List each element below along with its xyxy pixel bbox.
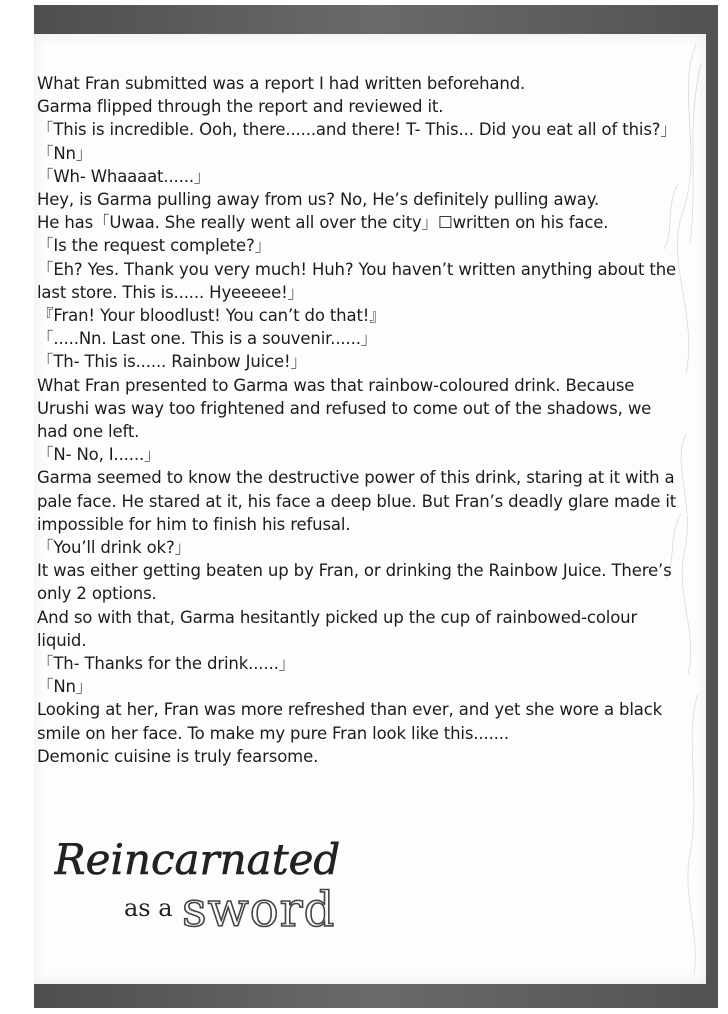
story-text xyxy=(37,72,677,768)
paragraph: 「.....Nn. Last one. This is a souvenir......」 xyxy=(37,329,378,349)
paragraph: 『Fran! Your bloodlust! You can’t do that!』 xyxy=(37,306,386,326)
paragraph: Hey, is Garma pulling away from us? No, He’s definitely pulling away. xyxy=(37,190,600,210)
paragraph: Looking at her, Fran was more refreshed than ever, and yet she wore a black smile on her face. To make my pure Fran look like this....... xyxy=(37,700,663,743)
paragraph: It was either getting beaten up by Fran, or drinking the Rainbow Juice. There’s only 2 options. xyxy=(37,561,672,604)
logo-line2-word: sword xyxy=(182,882,336,934)
paragraph: 「Th- Thanks for the drink......」 xyxy=(37,654,296,674)
paragraph: 「You’ll drink ok?」 xyxy=(37,538,191,558)
paragraph: 「Is the request complete?」 xyxy=(37,236,271,256)
paragraph: 「Nn」 xyxy=(37,677,93,697)
paragraph: Demonic cuisine is truly fearsome. xyxy=(37,746,319,766)
paragraph: 「Wh- Whaaaat......」 xyxy=(37,166,211,186)
paragraph: What Fran submitted was a report I had written beforehand. xyxy=(37,74,526,93)
paragraph: 「Nn」 xyxy=(37,143,93,163)
paragraph: Garma seemed to know the destructive power of this drink, staring at it with a pale face. He stared at it, his face a deep blue. But Fran’s deadly glare made it impossible for him to finish his refusal. xyxy=(37,468,677,534)
logo-line2-prefix: as a xyxy=(124,894,173,922)
paragraph: 「Eh? Yes. Thank you very much! Huh? You haven’t written anything about the last store. This is...... Hyeeeee!」 xyxy=(37,259,677,302)
paragraph: 「Th- This is...... Rainbow Juice!」 xyxy=(37,352,307,372)
paragraph: He has「Uwaa. She really went all over the city」☐written on his face. xyxy=(37,213,609,233)
paragraph: Garma flipped through the report and reviewed it. xyxy=(37,97,444,117)
paper-page xyxy=(34,34,706,984)
series-logo xyxy=(54,824,374,934)
paragraph: 「This is incredible. Ooh, there......and there! T- This... Did you eat all of this?」 xyxy=(37,120,677,140)
paragraph: 「N- No, I......」 xyxy=(37,445,161,465)
logo-line1: Reincarnated xyxy=(54,835,341,884)
paragraph: And so with that, Garma hesitantly picked up the cup of rainbowed-colour liquid. xyxy=(37,607,638,650)
paragraph: What Fran presented to Garma was that rainbow-coloured drink. Because Urushi was way too frightened and refused to come out of the shadows, we had one left. xyxy=(37,375,652,442)
